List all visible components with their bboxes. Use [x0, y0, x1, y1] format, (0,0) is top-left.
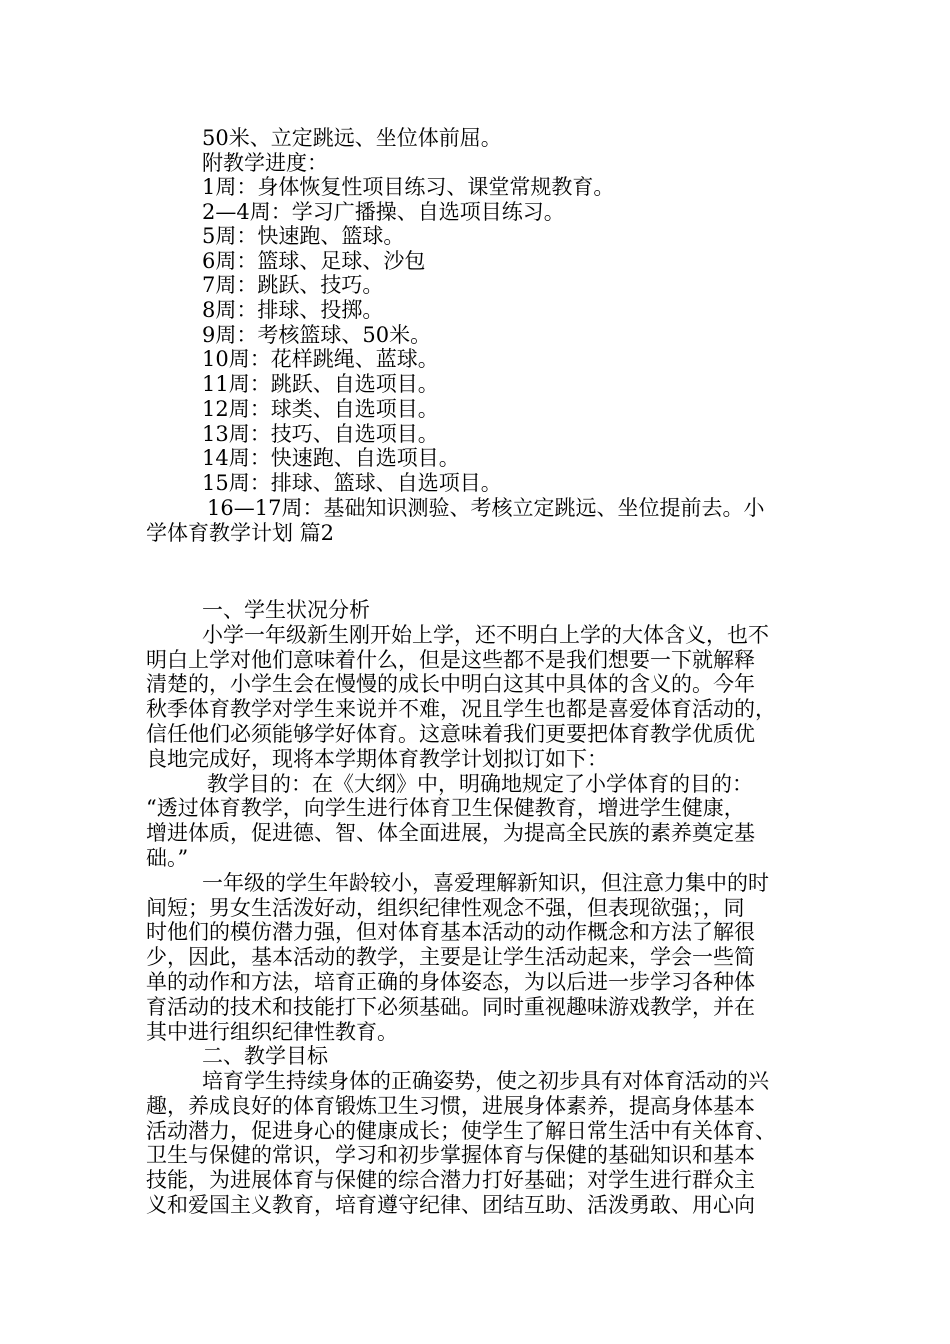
text-line: 12周：球类、自选项目。: [202, 397, 439, 421]
text-line: 间短；男女生活泼好动，组织纪律性观念不强，但表现欲强；，同: [146, 896, 745, 920]
text-line: 其中进行组织纪律性教育。: [146, 1020, 398, 1044]
text-line: 学体育教学计划 篇2: [146, 521, 335, 545]
text-line: 2—4周：学习广播操、自选项目练习。: [202, 200, 565, 224]
text-line: 明白上学对他们意味着什么，但是这些都不是我们想要一下就解释: [146, 648, 755, 672]
text-line: 卫生与保健的常识，学习和初步掌握体育与保健的基础知识和基本: [146, 1143, 755, 1167]
text-line: 技能，为进展体育与保健的综合潜力打好基础；对学生进行群众主: [146, 1168, 755, 1192]
text-line: 11周：跳跃、自选项目。: [202, 372, 439, 396]
text-line: 础。”: [146, 846, 189, 870]
text-line: 小学一年级新生刚开始上学，还不明白上学的大体含义，也不: [202, 623, 769, 647]
text-line: 趣，养成良好的体育锻炼卫生习惯，进展身体素养，提高身体基本: [146, 1094, 755, 1118]
text-line: 6周：篮球、足球、沙包: [202, 249, 426, 273]
text-line: 秋季体育教学对学生来说并不难，况且学生也都是喜爱体育活动的，: [146, 697, 776, 721]
text-line: 7周：跳跃、技巧。: [202, 273, 384, 297]
text-line: 增进体质，促进德、智、体全面进展，为提高全民族的素养奠定基: [146, 821, 755, 845]
text-line: 16—17周：基础知识测验、考核立定跳远、坐位提前去。小: [207, 496, 765, 520]
text-line: 10周：花样跳绳、蓝球。: [202, 347, 439, 371]
section-heading: 二、教学目标: [202, 1044, 328, 1068]
text-line: 信任他们必须能够学好体育。这意味着我们更要把体育教学优质优: [146, 722, 755, 746]
text-line: 8周：排球、投掷。: [202, 298, 384, 322]
text-line: 良地完成好，现将本学期体育教学计划拟订如下：: [146, 747, 608, 771]
text-line: 单的动作和方法，培育正确的身体姿态，为以后进一步学习各种体: [146, 970, 755, 994]
text-line: 50米、立定跳远、坐位体前屈。: [202, 126, 502, 150]
text-line: 育活动的技术和技能打下必须基础。同时重视趣味游戏教学，并在: [146, 995, 755, 1019]
text-line: 13周：技巧、自选项目。: [202, 422, 439, 446]
text-line: 15周：排球、篮球、自选项目。: [202, 471, 502, 495]
text-line: 时他们的模仿潜力强，但对体育基本活动的动作概念和方法了解很: [146, 920, 755, 944]
section-heading: 一、学生状况分析: [202, 598, 370, 622]
text-line: 义和爱国主义教育，培育遵守纪律、团结互助、活泼勇敢、用心向: [146, 1193, 755, 1217]
text-line: 培育学生持续身体的正确姿势，使之初步具有对体育活动的兴: [202, 1069, 769, 1093]
text-line: 1周：身体恢复性项目练习、课堂常规教育。: [202, 175, 615, 199]
text-line: 清楚的，小学生会在慢慢的成长中明白这其中具体的含义的。今年: [146, 672, 755, 696]
text-line: 9周：考核篮球、50米。: [202, 323, 432, 347]
text-line: “透过体育教学，向学生进行体育卫生保健教育，增进学生健康，: [146, 796, 745, 820]
text-line: 少，因此，基本活动的教学，主要是让学生活动起来，学会一些简: [146, 945, 755, 969]
text-line: 附教学进度：: [202, 151, 328, 175]
text-line: 活动潜力，促进身心的健康成长；使学生了解日常生活中有关体育、: [146, 1119, 776, 1143]
text-line: 一年级的学生年龄较小，喜爱理解新知识，但注意力集中的时: [202, 871, 769, 895]
text-line: 教学目的：在《大纲》中，明确地规定了小学体育的目的：: [207, 772, 753, 796]
text-line: 5周：快速跑、篮球。: [202, 224, 405, 248]
text-line: 14周：快速跑、自选项目。: [202, 446, 460, 470]
